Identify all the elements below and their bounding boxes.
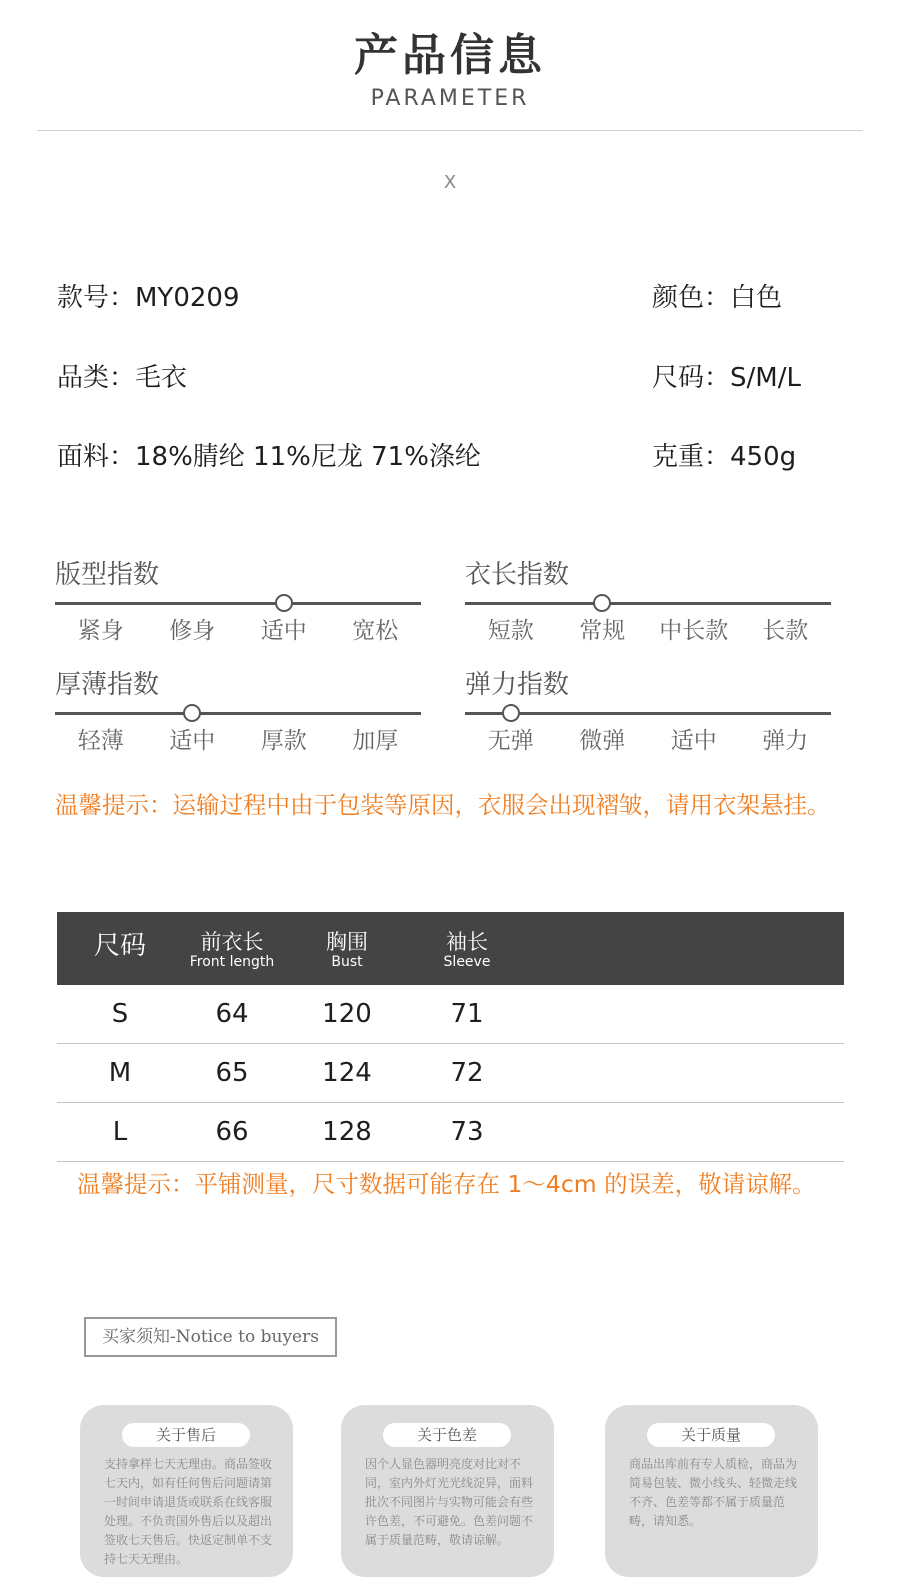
scale-knob: [183, 704, 201, 722]
shipping-tip: 温馨提示：运输过程中由于包装等原因，衣服会出现褶皱，请用衣架悬挂。: [55, 791, 831, 819]
scale-label: 短款: [487, 618, 534, 644]
card-text: 商品出库前有专人质检，商品为简易包装、微小线头、轻微走线不齐、色差等都不属于质量范畴，请知悉。: [629, 1457, 798, 1528]
header-sleeve: 袖长: [446, 930, 488, 954]
close-mark: X: [443, 172, 457, 193]
table-cell: 66: [215, 1117, 249, 1147]
notice-to-buyers-label: 买家须知-Notice to buyers: [84, 1317, 337, 1357]
card-title: 关于色差: [383, 1423, 511, 1447]
table-cell: 71: [450, 999, 484, 1029]
table-cell: M: [108, 1058, 132, 1088]
table-cell: S: [111, 999, 129, 1029]
table-cell: 64: [215, 999, 249, 1029]
scale-title: 弹力指数: [465, 670, 570, 700]
scale-track: [55, 602, 421, 605]
header-bust-en: Bust: [331, 954, 363, 970]
card-text: 支持拿样七天无理由。商品签收七天内，如有任何售后问题请第一时间申请退货或联系在线客服处理。不负责国外售后以及超出签收七天售后。快返定制单不支持七天无理由。: [104, 1457, 273, 1566]
scale-label: 适中: [169, 728, 216, 754]
page-subtitle: PARAMETER: [370, 86, 530, 111]
scale-track: [55, 712, 421, 715]
table-header: [57, 912, 844, 985]
info-size: 尺码：S/M/L: [652, 363, 801, 393]
table-cell: 65: [215, 1058, 249, 1088]
table-cell: 124: [322, 1058, 372, 1088]
scale-label: 无弹: [487, 728, 534, 754]
info-style-no: 款号：MY0209: [57, 283, 240, 313]
table-cell: L: [112, 1117, 128, 1147]
scale-title: 厚薄指数: [55, 670, 160, 700]
scale-title: 版型指数: [55, 560, 160, 590]
card-title: 关于质量: [647, 1423, 775, 1447]
scale-title: 衣长指数: [465, 560, 570, 590]
scale-label: 修身: [169, 618, 216, 644]
page-title: 产品信息: [354, 30, 546, 81]
measure-tip: 温馨提示：平铺测量，尺寸数据可能存在 1～4cm 的误差，敬请谅解。: [77, 1170, 816, 1198]
scale-label: 微弹: [579, 728, 626, 754]
scale-knob: [502, 704, 520, 722]
scale-track: [465, 602, 831, 605]
color-difference-card: [341, 1405, 554, 1577]
scale-knob: [275, 594, 293, 612]
card-text: 因个人显色器明亮度对比对不同，室内外灯光光线淀异，面料批次不同图片与实物可能会有些许色差，不可避免。色差问题不属于质量范畴，敬请谅解。: [365, 1457, 534, 1547]
page-header: [0, 28, 900, 112]
scale-label: 适中: [260, 618, 307, 644]
fit-scale: [55, 558, 421, 658]
header-sleeve-en: Sleeve: [443, 954, 491, 970]
info-fabric: 面料：18%腈纶 11%尼龙 71%涤纶: [57, 442, 481, 472]
table-cell: 120: [322, 999, 372, 1029]
info-weight: 克重：450g: [652, 442, 797, 472]
scale-label: 弹力: [762, 728, 809, 754]
scale-label: 常规: [579, 618, 626, 644]
header-size: 尺码: [93, 931, 146, 961]
scale-label: 厚款: [260, 728, 307, 754]
header-divider: [37, 130, 863, 131]
scale-knob: [593, 594, 611, 612]
size-table: [57, 912, 844, 1162]
elasticity-scale: [465, 668, 831, 768]
header-bust: 胸围: [326, 930, 368, 954]
table-row: [57, 1103, 844, 1162]
scale-track: [465, 712, 831, 715]
info-category: 品类：毛衣: [57, 363, 188, 393]
scale-label: 加厚: [352, 728, 399, 754]
quality-card: [605, 1405, 818, 1577]
header-front-length: 前衣长: [200, 930, 264, 954]
table-cell: 128: [322, 1117, 372, 1147]
scale-label: 紧身: [77, 618, 124, 644]
after-sales-card: [80, 1405, 293, 1577]
header-front-length-en: Front length: [189, 954, 275, 970]
scale-label: 宽松: [352, 618, 399, 644]
table-cell: 73: [450, 1117, 484, 1147]
thickness-scale: [55, 668, 421, 768]
card-title: 关于售后: [122, 1423, 250, 1447]
scale-label: 适中: [670, 728, 717, 754]
table-cell: 72: [450, 1058, 484, 1088]
table-row: [57, 985, 844, 1044]
info-color: 颜色：白色: [652, 283, 783, 313]
table-row: [57, 1044, 844, 1103]
scale-label: 中长款: [659, 618, 729, 644]
scale-label: 轻薄: [77, 728, 124, 754]
scale-label: 长款: [762, 618, 809, 644]
length-scale: [465, 558, 831, 658]
